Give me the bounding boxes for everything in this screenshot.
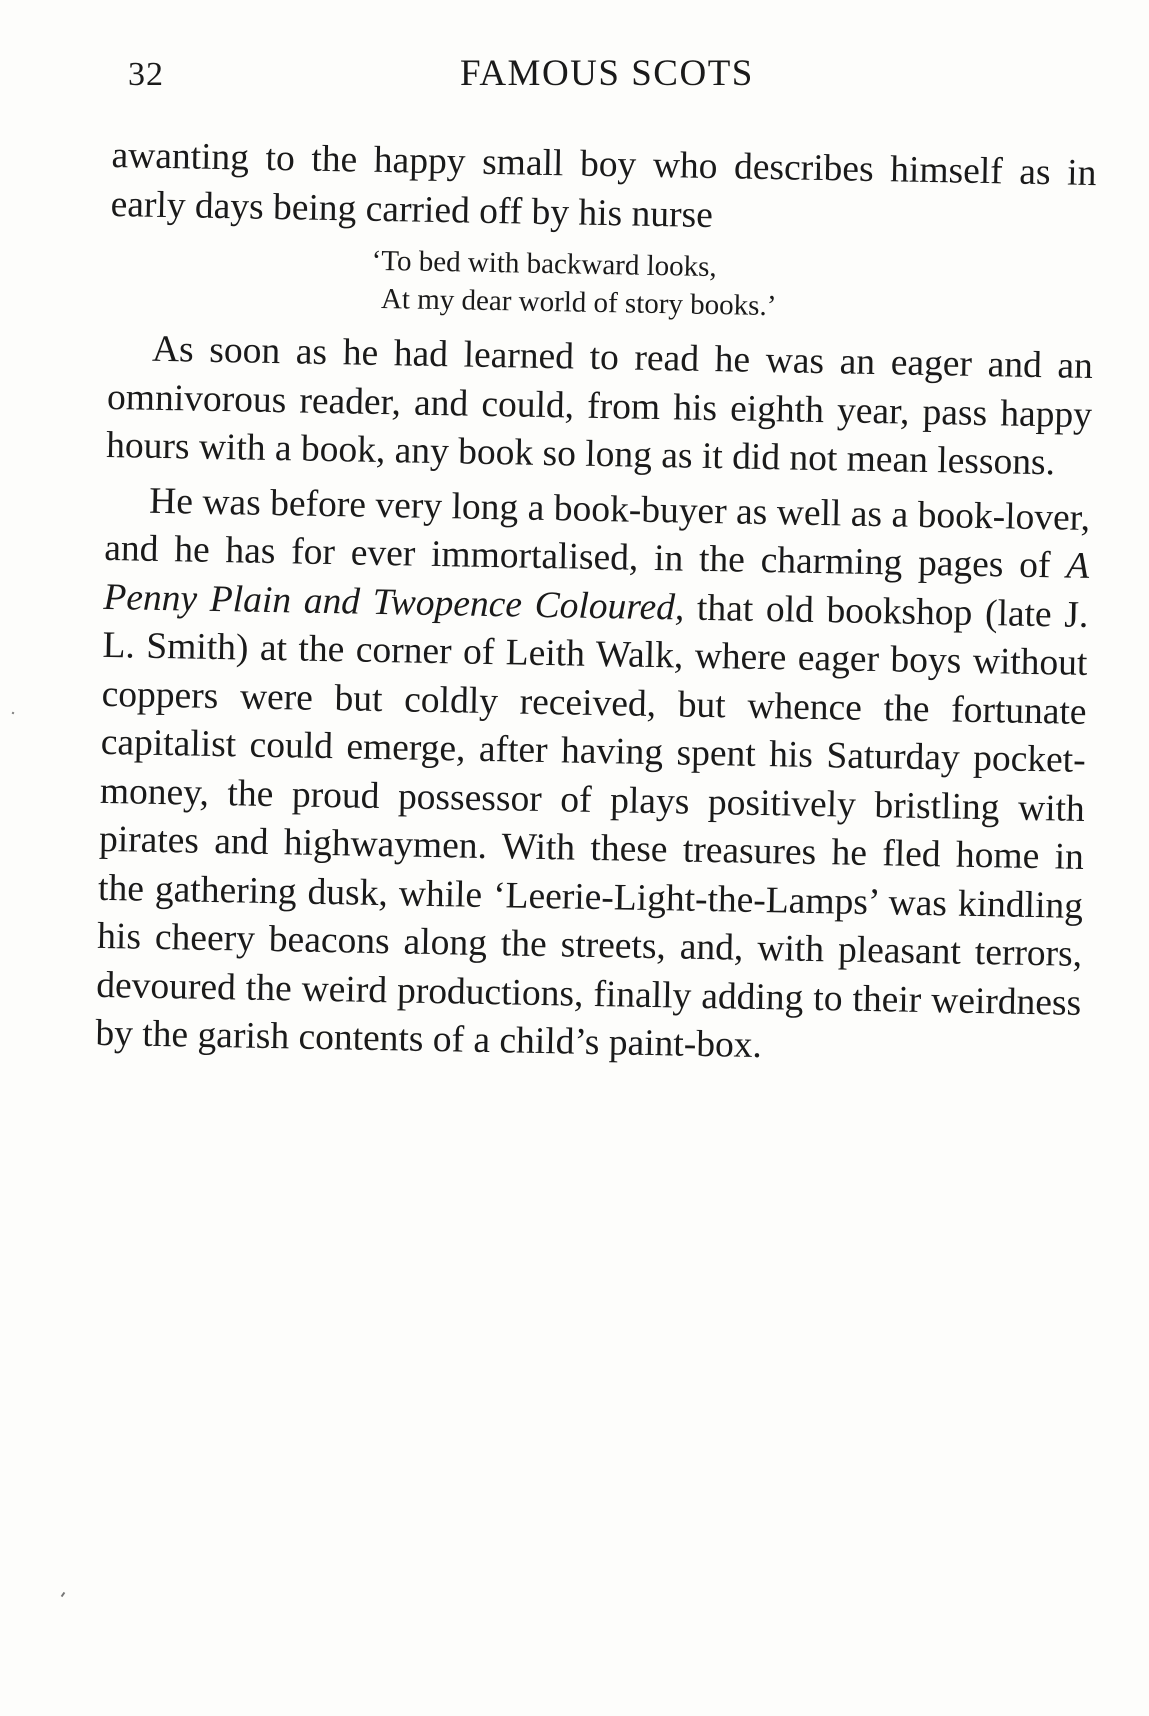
- paragraph-bookshop-end: that old bookshop (late J. L. Smith) at the corner of Leith Walk, where eager boys without coppers were but coldly received, but whence the fortunate capitalist could emerge, after having spent his Saturday pocket-money, the proud possessor of plays positively bristling with pirates and highwaymen. With these treasures he fled home in the gathering dusk, while ‘Leerie-Light-the-Lamps’ was kindling his cheery beacons along the streets, and, with pleasant terrors, devoured the weird productions, finally adding to their weirdness by the garish contents of a child’s paint-box.: [95, 587, 1089, 1067]
- paragraph-bookshop-start: He was before very long a book-buyer as well as a book-lover, and he has for ever immortalised, in the charming pages of: [103, 480, 1091, 587]
- verse-line-1: ‘To bed with backward looks,: [371, 244, 718, 284]
- book-title: A Penny Plain and Twopence Coloured,: [103, 545, 1090, 629]
- paragraph-reading: As soon as he had learned to read he was an eager and an omnivorous reader, and could, from his eighth year, pass happy hours with a book, any book so long as it did not mean lessons.: [105, 328, 1094, 484]
- verse-quotation: [109, 237, 1095, 331]
- paper-speck: [61, 1592, 66, 1597]
- running-title: FAMOUS SCOTS: [460, 53, 754, 94]
- paragraph-bookshop: [95, 476, 1090, 1076]
- opening-paragraph: awanting to the happy small boy who describes himself as in early days being carried off by his nurse: [110, 134, 1097, 236]
- body-text: [95, 132, 1097, 1076]
- running-head: [120, 52, 1100, 102]
- paper-speck: [12, 712, 15, 715]
- page-number: 32: [128, 56, 164, 93]
- verse-line-2: At my dear world of story books.’: [380, 282, 777, 323]
